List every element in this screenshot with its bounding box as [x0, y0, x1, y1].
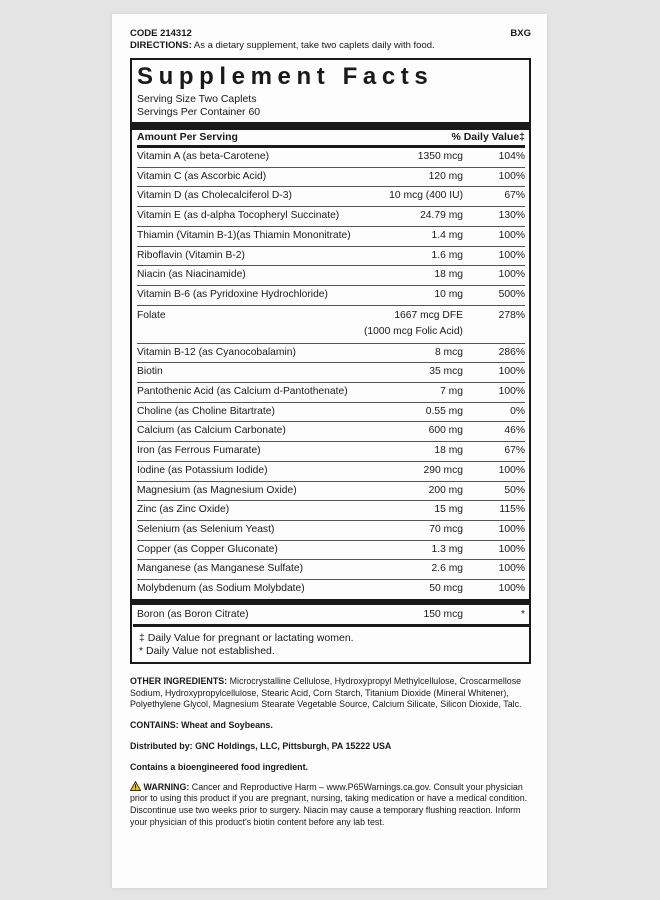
nutrient-name: Choline (as Choline Bitartrate) [137, 405, 275, 417]
nutrient-dv: 130% [498, 210, 525, 222]
nutrient-amount: 18 mg [434, 269, 463, 281]
nutrient-amount: 70 mcg [429, 523, 463, 535]
nutrient-dv: 50% [504, 484, 525, 496]
nutrient-dv: 67% [504, 190, 525, 202]
nutrient-name: Manganese (as Manganese Sulfate) [137, 563, 303, 575]
nutrient-row [137, 580, 525, 599]
nutrient-name: Vitamin B-12 (as Cyanocobalamin) [137, 346, 296, 358]
nutrient-row [137, 403, 525, 423]
nutrient-amount [361, 308, 465, 340]
nutrient-name: Boron (as Boron Citrate) [137, 608, 249, 620]
nutrient-row [137, 462, 525, 482]
footnotes [137, 627, 525, 662]
nutrient-amount: 15 mg [434, 504, 463, 516]
nutrient-amount: 2.6 mg [431, 563, 463, 575]
nutrient-amount: 50 mcg [429, 583, 463, 595]
nutrient-dv: 100% [498, 170, 525, 182]
nutrient-amount: 8 mcg [434, 346, 463, 358]
code-line [130, 28, 531, 40]
other-ingredients-text: Microcrystalline Cellulose, Hydroxypropyl Methylcellulose, Croscarmellose Sodium, Hydroxypropylcellulose, Stearic Acid, Corn Starch, Titanium Dioxide (Mineral Whitener), Polyethylene Glycol, Magnesium Stearate Vegetable Source, Calcium Silicate, Silicon Dioxide, Talc. [130, 675, 522, 710]
nutrient-row [137, 247, 525, 267]
nutrient-name: Biotin [137, 366, 163, 378]
distributed-by: Distributed by: GNC Holdings, LLC, Pittsburgh, PA 15222 USA [130, 740, 392, 751]
nutrient-name: Selenium (as Selenium Yeast) [137, 523, 275, 535]
nutrient-name: Iodine (as Potassium Iodide) [137, 464, 268, 476]
nutrient-row [137, 227, 525, 247]
nutrient-amount: 1.3 mg [431, 543, 463, 555]
other-ingredients-label: OTHER INGREDIENTS: [130, 675, 228, 686]
nutrient-amount: 150 mcg [423, 608, 463, 620]
nutrient-dv: 500% [498, 288, 525, 300]
warning-label: WARNING: [143, 781, 190, 792]
label-panel [112, 14, 547, 888]
warning-triangle-icon [130, 781, 141, 791]
nutrient-dv: 100% [498, 523, 525, 535]
nutrient-name: Riboflavin (Vitamin B-2) [137, 249, 245, 261]
contains-statement: CONTAINS: Wheat and Soybeans. [130, 720, 273, 731]
nutrient-row [137, 344, 525, 364]
footnote-not-established: * Daily Value not established. [139, 644, 275, 657]
nutrient-amount: 10 mg [434, 288, 463, 300]
thick-divider [132, 122, 529, 130]
facts-title: Supplement Facts [137, 63, 434, 90]
col-amount-header: Amount Per Serving [137, 131, 238, 143]
product-suffix: BXG [510, 28, 531, 39]
col-dv-header: % Daily Value‡ [451, 131, 525, 143]
nutrient-dv: 115% [499, 504, 525, 516]
nutrient-amount: 600 mg [428, 425, 463, 437]
nutrient-dv: 100% [498, 249, 525, 261]
product-code: CODE 214312 [130, 28, 192, 39]
nutrient-dv: 100% [498, 583, 525, 595]
nutrient-rows [137, 148, 525, 599]
nutrient-row [137, 422, 525, 442]
nutrient-dv: 67% [504, 445, 525, 457]
nutrient-row [137, 501, 525, 521]
nutrient-dv: 286% [498, 346, 525, 358]
nutrient-row [137, 306, 525, 344]
nutrient-dv: 100% [498, 563, 525, 575]
nutrient-amount: 10 mcg (400 IU) [389, 190, 463, 202]
nutrient-name: Niacin (as Niacinamide) [137, 269, 246, 281]
nutrient-name: Calcium (as Calcium Carbonate) [137, 425, 286, 437]
nutrient-amount: 35 mcg [429, 366, 463, 378]
nutrient-amount: 18 mg [434, 445, 463, 457]
nutrient-amount-line2: (1000 mcg Folic Acid) [363, 325, 463, 337]
nutrient-row [137, 148, 525, 168]
nutrient-dv: 100% [498, 269, 525, 281]
nutrient-amount: 7 mg [440, 386, 463, 398]
nutrient-name: Folate [137, 309, 166, 321]
nutrient-name: Vitamin D (as Cholecalciferol D-3) [137, 190, 292, 202]
nutrient-dv: 100% [498, 464, 525, 476]
nutrient-amount: 290 mcg [423, 464, 463, 476]
supplement-facts-panel [130, 58, 531, 664]
warning-statement [130, 781, 531, 829]
directions [130, 40, 531, 52]
nutrient-amount: 0.55 mg [425, 405, 463, 417]
nutrient-name: Thiamin (Vitamin B-1)(as Thiamin Mononitrate) [137, 229, 351, 241]
nutrient-row [137, 207, 525, 227]
serving-size: Serving Size Two Caplets [137, 93, 257, 105]
nutrient-name: Vitamin A (as beta-Carotene) [137, 151, 270, 162]
servings-per-container: Servings Per Container 60 [137, 106, 261, 118]
nutrient-name: Copper (as Copper Gluconate) [137, 543, 278, 555]
nutrient-amount-line1: 1667 mcg DFE [394, 309, 463, 321]
nutrient-dv: 46% [504, 425, 525, 437]
nutrient-dv: 104% [498, 151, 525, 162]
nutrient-name: Molybdenum (as Sodium Molybdate) [137, 583, 305, 595]
other-ingredients [130, 676, 531, 711]
nutrient-row [137, 482, 525, 502]
nutrient-dv: * [520, 608, 525, 620]
nutrient-name: Vitamin E (as d-alpha Tocopheryl Succinate) [137, 210, 340, 222]
directions-label: DIRECTIONS: [130, 40, 192, 51]
nutrient-row [137, 266, 525, 286]
nutrient-dv: 100% [498, 366, 525, 378]
bioengineered-statement: Contains a bioengineered food ingredient. [130, 761, 309, 772]
label-content [130, 28, 531, 829]
nutrient-row [137, 168, 525, 188]
nutrient-name: Iron (as Ferrous Fumarate) [137, 445, 261, 457]
nutrient-amount: 200 mg [428, 484, 463, 496]
nutrient-row [137, 363, 525, 383]
nutrient-row [137, 521, 525, 541]
nutrient-dv: 0% [510, 405, 525, 417]
nutrient-amount: 1.6 mg [431, 249, 463, 261]
nutrient-row-boron [137, 605, 525, 624]
nutrient-amount: 1350 mcg [417, 151, 463, 162]
directions-text: As a dietary supplement, take two caplets daily with food. [191, 40, 435, 51]
nutrient-row [137, 541, 525, 561]
nutrient-dv: 100% [498, 229, 525, 241]
nutrient-name: Vitamin C (as Ascorbic Acid) [137, 170, 267, 182]
warning-text: Cancer and Reproductive Harm – www.P65Warnings.ca.gov. Consult your physician prior to using this product if you are pregnant, nursing, taking medication or have a medical condition. Discontinue use two weeks prior to surgery. Niacin may cause a temporary flushing reaction. Inform your physician of this product's biotin content before any lab test. [130, 781, 528, 827]
nutrient-row [137, 286, 525, 306]
nutrient-name: Magnesium (as Magnesium Oxide) [137, 484, 297, 496]
nutrient-row [137, 442, 525, 462]
nutrient-amount: 120 mg [428, 170, 463, 182]
facts-header-row [137, 130, 525, 148]
nutrient-name: Zinc (as Zinc Oxide) [137, 504, 230, 516]
nutrient-row [137, 560, 525, 580]
nutrient-dv: 100% [498, 543, 525, 555]
nutrient-row [137, 383, 525, 403]
nutrient-name: Vitamin B-6 (as Pyridoxine Hydrochloride) [137, 288, 328, 300]
nutrient-amount: 24.79 mg [420, 210, 463, 222]
nutrient-dv: 278% [498, 309, 525, 321]
nutrient-amount: 1.4 mg [431, 229, 463, 241]
footnote-pregnant: ‡ Daily Value for pregnant or lactating women. [139, 631, 354, 644]
nutrient-dv: 100% [498, 386, 525, 398]
nutrient-name: Pantothenic Acid (as Calcium d-Pantothenate) [137, 386, 348, 398]
nutrient-row [137, 187, 525, 207]
